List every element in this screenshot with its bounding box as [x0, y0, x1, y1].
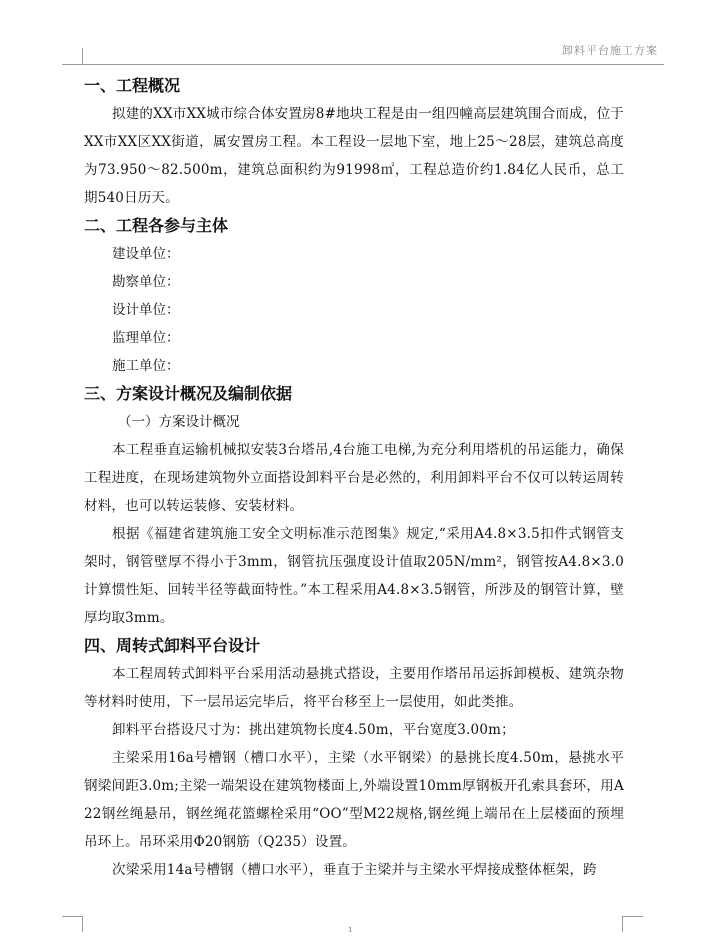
- page-number: 1: [348, 926, 353, 934]
- section-1-heading: 一、工程概况: [84, 76, 181, 95]
- section-3-paragraph-2: 根据《福建省建筑施工安全文明标准示范图集》规定,“采用A4.8×3.5扣件式钢管支架时，钢管壁厚不得小于3mm，钢管抗压强度设计值取205N/mm²，钢管按A4.8×3.0计算惯性矩、回转半径等截面特性。”本工程采用A4.8×3.5钢管，所涉及的钢管计算，壁厚均取3mm。: [84, 526, 624, 626]
- header-rule: [82, 64, 664, 65]
- section-2-heading: 二、工程各参与主体: [84, 216, 229, 235]
- section-4-heading: 四、周转式卸料平台设计: [84, 636, 261, 655]
- crop-mark-bottom-right-h: [623, 916, 643, 917]
- crop-mark-top-left-h: [62, 64, 82, 65]
- section-4-paragraph-3: 主梁采用16a号槽钢（槽口水平），主梁（水平钢梁）的悬挑长度4.50m，悬挑水平钢梁间距3.0m;主梁一端架设在建筑物楼面上,外端设置10mm厚钢板开孔索具套环，用A22钢丝绳悬吊，钢丝绳花篮螺栓采用“OO”型M22规格,钢丝绳上端吊在上层楼面的预埋吊环上。吊环采用Φ20钢筋（Q235）设置。: [84, 750, 624, 850]
- running-header: 卸料平台施工方案: [562, 44, 658, 57]
- section-1-paragraph: 拟建的XX市XX城市综合体安置房8#地块工程是由一组四幢高层建筑围合而成，位于XX市XX区XX街道，属安置房工程。本工程设一层地下室，地上25～28层，建筑总高度为73.950～82.500m，建筑总面积约为91998㎡，工程总造价约1.84亿人民币，总工期540日历天。: [84, 106, 624, 206]
- field-survey: 勘察单位：: [112, 274, 180, 290]
- document-body: [84, 72, 624, 878]
- section-4-paragraph-1: 本工程周转式卸料平台采用活动悬挑式搭设，主要用作塔吊吊运拆卸模板、建筑杂物等材料时使用，下一层吊运完毕后，将平台移至上一层使用，如此类推。: [84, 666, 624, 710]
- field-supervision: 监理单位：: [112, 330, 180, 346]
- section-4-paragraph-2: 卸料平台搭设尺寸为：挑出建筑物长度4.50m，平台宽度3.00m；: [112, 722, 515, 738]
- section-3-paragraph-1: 本工程垂直运输机械拟安装3台塔吊,4台施工电梯,为充分利用塔机的吊运能力，确保工程进度，在现场建筑物外立面搭设卸料平台是必然的，利用卸料平台不仅可以转运周转材料，也可以转运装修、安装材料。: [84, 442, 624, 514]
- crop-mark-bottom-right: [622, 916, 623, 932]
- field-design: 设计单位：: [112, 302, 180, 318]
- section-3-subheading: （一）方案设计概况: [118, 414, 240, 430]
- field-construction: 施工单位：: [112, 358, 180, 374]
- crop-mark-bottom-left: [82, 916, 83, 932]
- crop-mark-bottom-left-h: [62, 916, 82, 917]
- section-3-heading: 三、方案设计概况及编制依据: [84, 384, 293, 403]
- field-owner: 建设单位：: [112, 246, 180, 262]
- section-4-paragraph-4: 次梁采用14a号槽钢（槽口水平），垂直于主梁并与主梁水平焊接成整体框架，跨: [112, 862, 597, 878]
- crop-mark-top-left: [82, 48, 83, 64]
